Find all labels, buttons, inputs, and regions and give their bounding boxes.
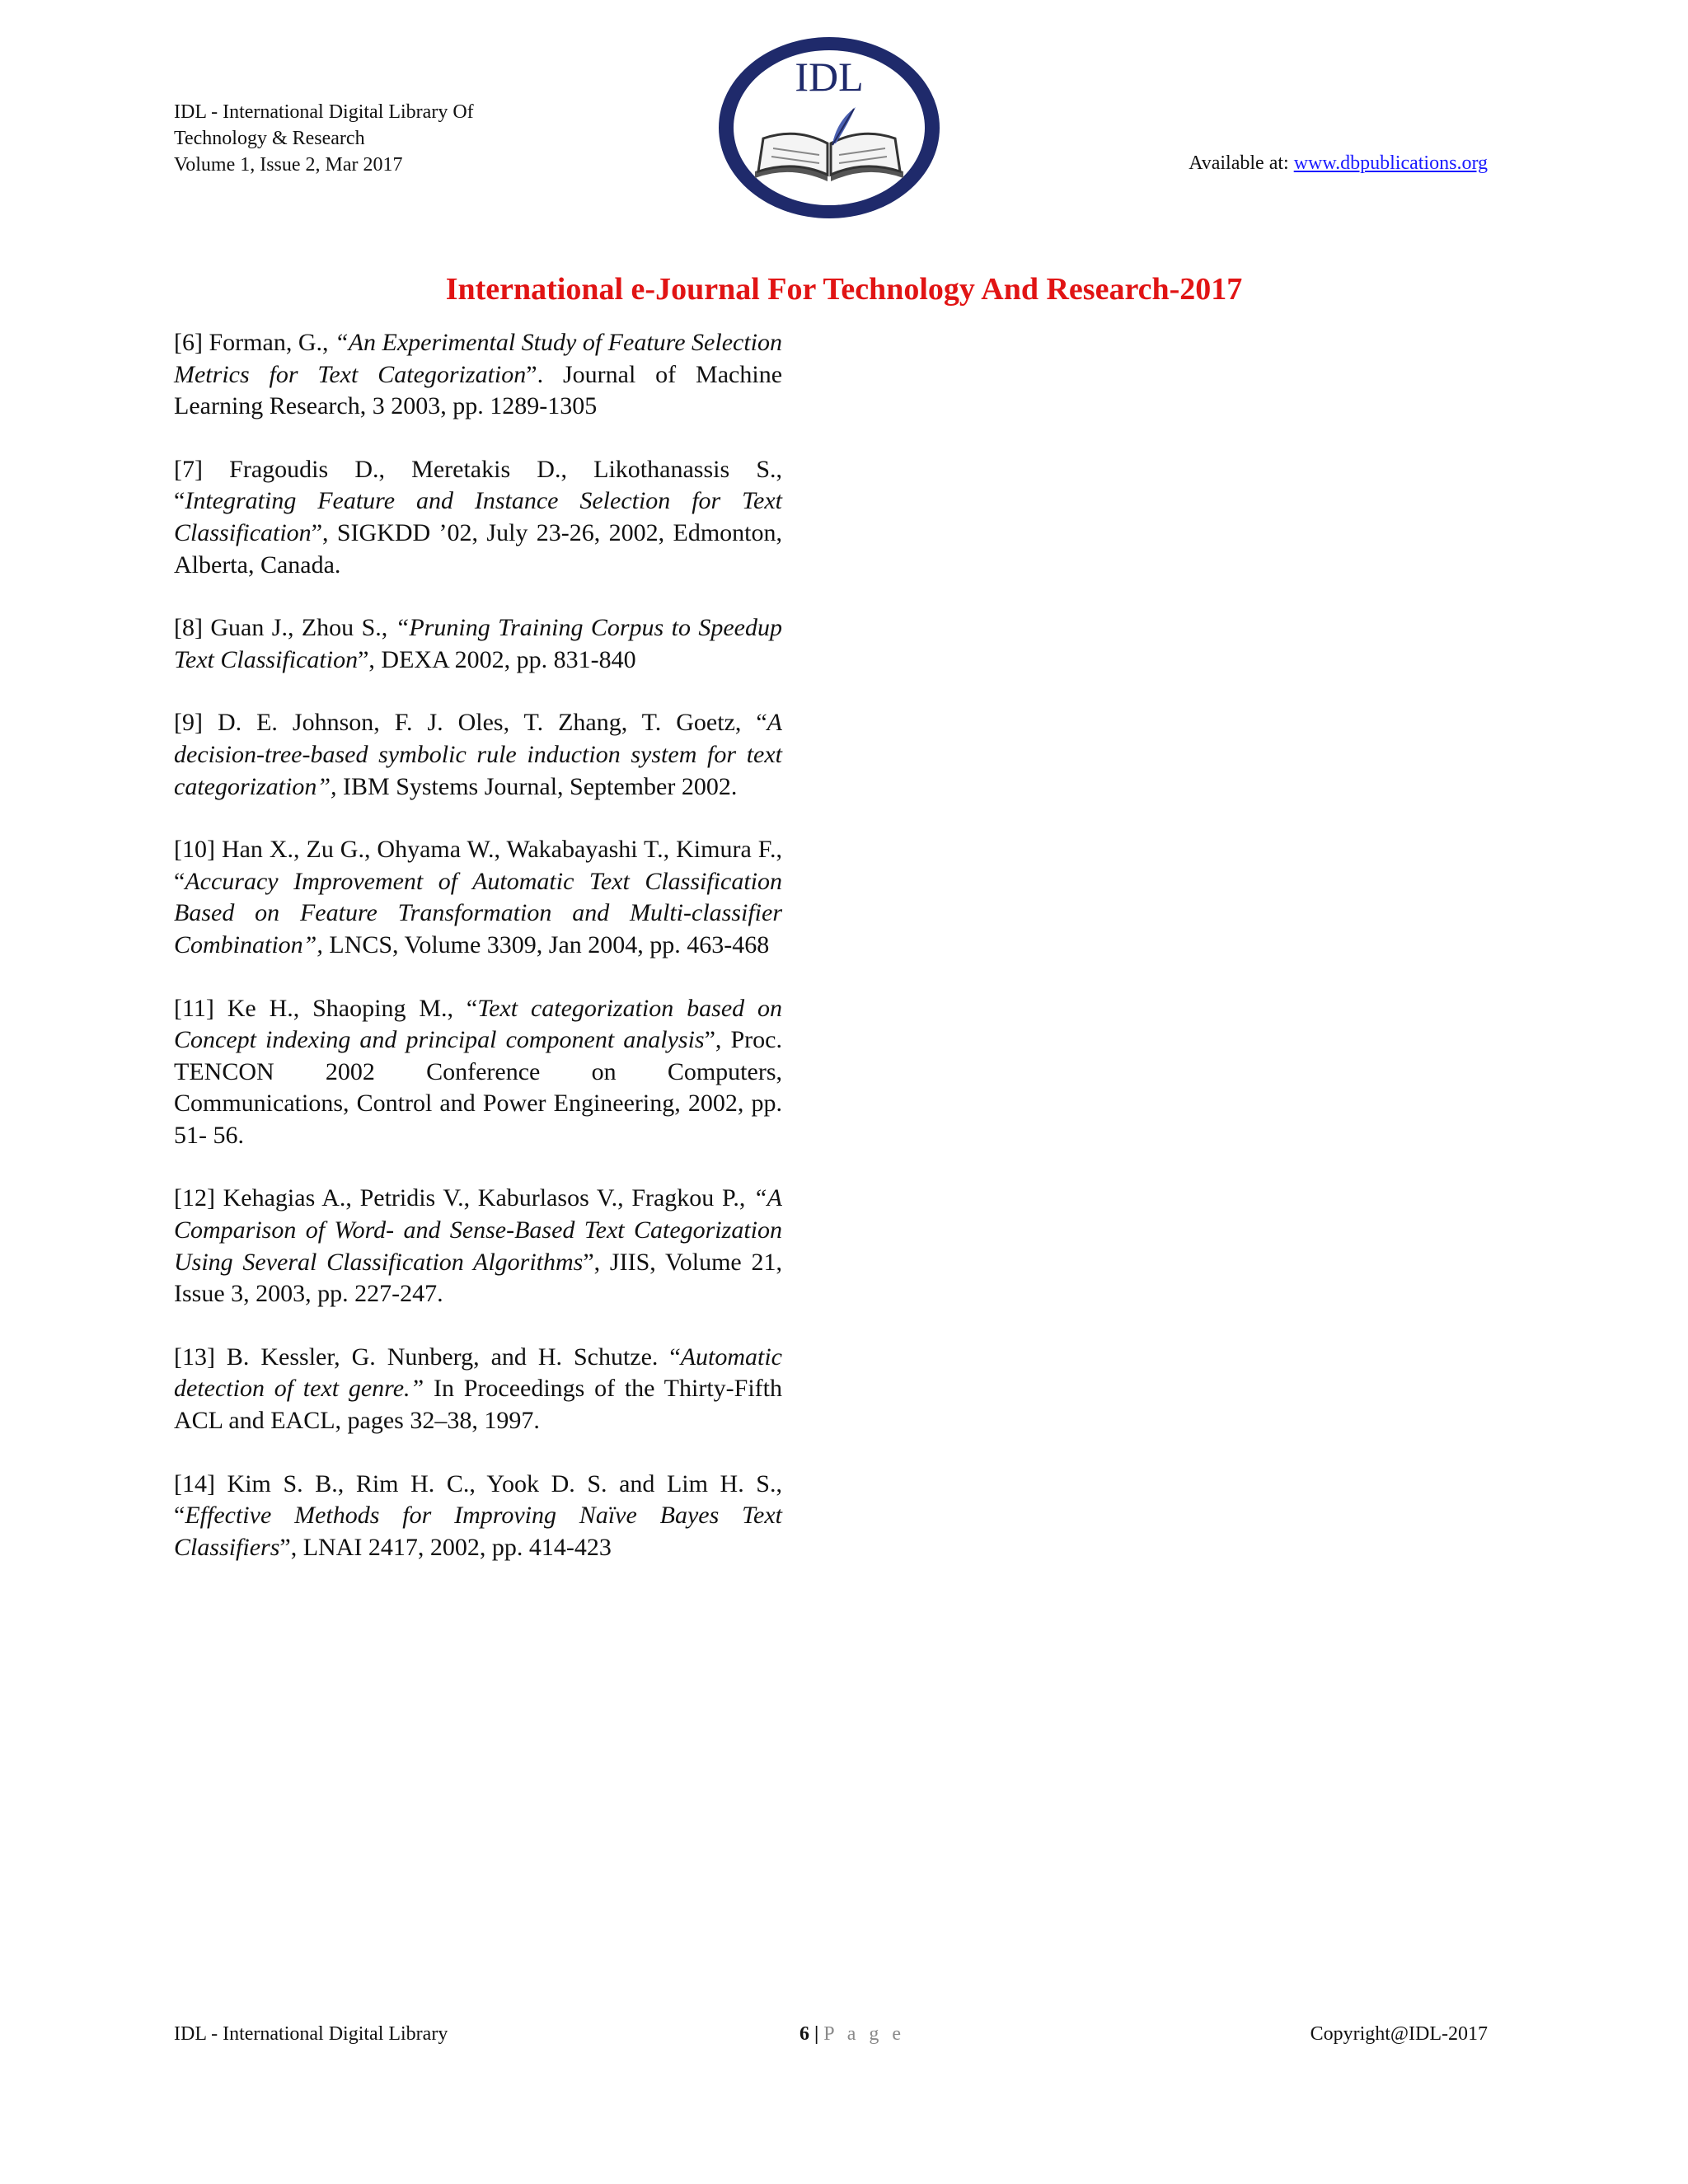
reference-pre: [6] Forman, G.,: [174, 329, 335, 356]
reference-post: IBM Systems Journal, September 2002.: [336, 772, 738, 800]
references-list: [174, 327, 782, 1595]
reference-title: “Pruning Training Corpus to Speedup Text Classification: [174, 614, 783, 673]
idl-logo: [715, 35, 943, 221]
footer-copyright: Copyright@IDL-2017: [1310, 2023, 1488, 2045]
reference-pre: [7] Fragoudis D., Meretakis D., Likothanassis S., “: [174, 455, 782, 515]
reference-pre: [12] Kehagias A., Petridis V., Kaburlasos V., Fragkou P.,: [174, 1184, 753, 1212]
reference-post: ”, JIIS, Volume 21, Issue 3, 2003, pp. 227-247.: [174, 1248, 782, 1308]
page-word: P a g e: [823, 2023, 906, 2045]
reference-post: ”, DEXA 2002, pp. 831-840: [358, 645, 636, 673]
reference-item: [174, 993, 782, 1152]
website-link[interactable]: www.dbpublications.org: [1293, 152, 1488, 174]
header-line-volume: Volume 1, Issue 2, Mar 2017: [174, 154, 403, 176]
reference-item: [174, 1183, 782, 1310]
reference-title: Accuracy Improvement of Automatic Text Classification Based on Feature Transformation and Multi-classifier Combination”,: [174, 867, 782, 958]
reference-title: Text categorization based on Concept indexing and principal component analysis: [174, 994, 782, 1054]
reference-title: Integrating Feature and Instance Selection for Text Classification: [174, 487, 782, 546]
reference-post: ”, SIGKDD ’02, July 23-26, 2002, Edmonton, Alberta, Canada.: [174, 518, 782, 579]
reference-item: [174, 707, 782, 803]
reference-title: Automatic detection of text genre.”: [174, 1343, 782, 1403]
logo-text: IDL: [795, 54, 864, 100]
reference-item: [174, 454, 782, 581]
reference-title: “A Comparison of Word- and Sense-Based Text Categorization Using Several Classification Algorithms: [174, 1184, 782, 1276]
reference-pre: [10] Han X., Zu G., Ohyama W., Wakabayashi T., Kimura F., “: [174, 836, 782, 895]
reference-post: ”, LNAI 2417, 2002, pp. 414-423: [279, 1533, 612, 1561]
header-line-publisher: IDL - International Digital Library Of: [174, 101, 474, 123]
page-separator: |: [814, 2023, 819, 2045]
reference-post: In Proceedings of the Thirty-Fifth ACL and EACL, pages 32–38, 1997.: [174, 1375, 782, 1435]
reference-post: ”, Proc. TENCON 2002 Conference on Computers, Communications, Control and Power Engineering, 2002, pp. 51- 56.: [174, 1026, 782, 1149]
header-publication-info: [174, 99, 474, 178]
reference-pre: [14] Kim S. B., Rim H. C., Yook D. S. and Lim H. S., “: [174, 1469, 782, 1530]
reference-pre: [9] D. E. Johnson, F. J. Oles, T. Zhang, T. Goetz, “: [174, 709, 767, 737]
footer-library-name: IDL - International Digital Library: [174, 2023, 448, 2045]
reference-post: ”. Journal of Machine Learning Research, 3 2003, pp. 1289-1305: [174, 360, 783, 420]
reference-item: [174, 1469, 782, 1564]
reference-pre: [11] Ke H., Shaoping M., “: [174, 994, 478, 1022]
reference-title: Effective Methods for Improving Naïve Bayes Text Classifiers: [174, 1502, 782, 1561]
reference-item: [174, 612, 782, 676]
header-line-subtitle: Technology & Research: [174, 128, 365, 149]
reference-pre: [8] Guan J., Zhou S.,: [174, 614, 396, 642]
reference-item: [174, 1342, 782, 1437]
page-number: 6: [799, 2023, 809, 2045]
reference-title: A decision-tree-based symbolic rule induction system for text categorization”,: [174, 709, 782, 800]
reference-title: “An Experimental Study of Feature Selection Metrics for Text Categorization: [174, 329, 782, 388]
reference-pre: [13] B. Kessler, G. Nunberg, and H. Schutze. “: [174, 1343, 681, 1371]
reference-item: [174, 327, 782, 423]
journal-title: International e-Journal For Technology And Research-2017: [445, 272, 1243, 307]
header-availability: [1189, 150, 1488, 176]
reference-item: [174, 834, 782, 961]
reference-post: LNCS, Volume 3309, Jan 2004, pp. 463-468: [322, 930, 770, 958]
footer-page-indicator: [799, 2022, 905, 2046]
available-label: Available at:: [1189, 152, 1294, 174]
